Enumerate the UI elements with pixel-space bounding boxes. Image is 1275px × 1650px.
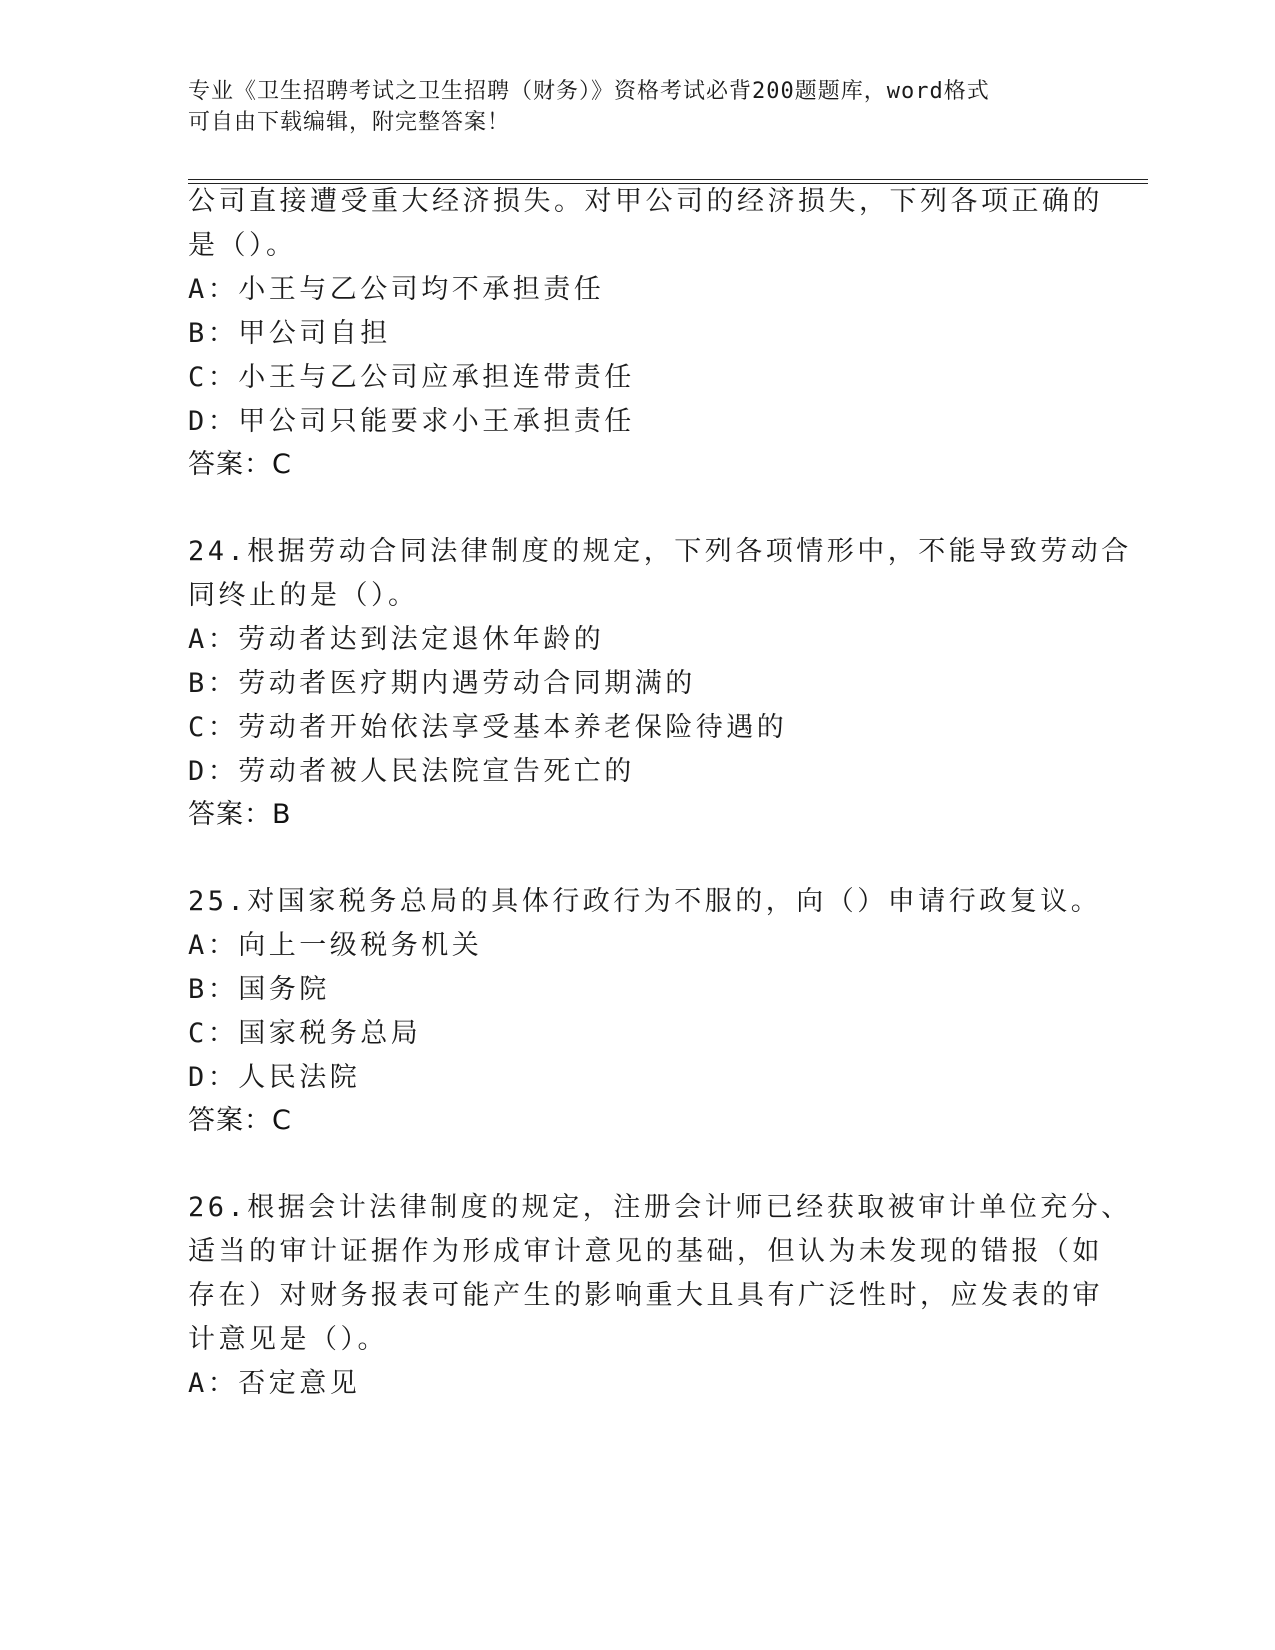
q25-answer: 答案：C [188, 1105, 292, 1136]
q23-stem-line-1: 公司直接遭受重大经济损失。对甲公司的经济损失，下列各项正确的 [188, 186, 1103, 217]
q25-option-d: D：人民法院 [188, 1062, 361, 1093]
q24-answer: 答案：B [188, 799, 292, 830]
q23-option-d: D：甲公司只能要求小王承担责任 [188, 406, 635, 437]
q26-stem-line-4: 计意见是（）。 [188, 1324, 388, 1355]
q25-stem-line-1: 25.对国家税务总局的具体行政行为不服的，向（）申请行政复议。 [188, 886, 1102, 917]
header-divider-top [188, 179, 1148, 180]
q25-option-b: B：国务院 [188, 974, 330, 1005]
q24-option-a: A：劳动者达到法定退休年龄的 [188, 624, 605, 655]
q23-option-c: C：小王与乙公司应承担连带责任 [188, 362, 635, 393]
q26-stem-line-3: 存在）对财务报表可能产生的影响重大且具有广泛性时，应发表的审 [188, 1280, 1103, 1311]
q25-option-c: C：国家税务总局 [188, 1018, 422, 1049]
q23-answer: 答案：C [188, 449, 292, 480]
header-title-line-1: 专业《卫生招聘考试之卫生招聘（财务）》资格考试必背200题题库，word格式 [188, 79, 990, 104]
q24-option-c: C：劳动者开始依法享受基本养老保险待遇的 [188, 712, 788, 743]
q23-option-b: B：甲公司自担 [188, 318, 391, 349]
q26-stem-line-1: 26.根据会计法律制度的规定，注册会计师已经获取被审计单位充分、 [188, 1192, 1132, 1223]
q25-option-a: A：向上一级税务机关 [188, 930, 483, 961]
q23-stem-line-2: 是（）。 [188, 230, 297, 261]
q23-option-a: A：小王与乙公司均不承担责任 [188, 274, 605, 305]
q24-option-b: B：劳动者医疗期内遇劳动合同期满的 [188, 668, 696, 699]
header-title-line-2: 可自由下载编辑，附完整答案！ [188, 110, 511, 135]
q24-option-d: D：劳动者被人民法院宣告死亡的 [188, 756, 635, 787]
q26-option-a: A：否定意见 [188, 1368, 361, 1399]
q24-stem-line-2: 同终止的是（）。 [188, 580, 419, 611]
header-divider-bottom [188, 183, 1148, 184]
document-header [188, 76, 1068, 138]
q24-stem-line-1: 24.根据劳动合同法律制度的规定，下列各项情形中，不能导致劳动合 [188, 536, 1132, 567]
q26-stem-line-2: 适当的审计证据作为形成审计意见的基础，但认为未发现的错报（如 [188, 1236, 1103, 1267]
